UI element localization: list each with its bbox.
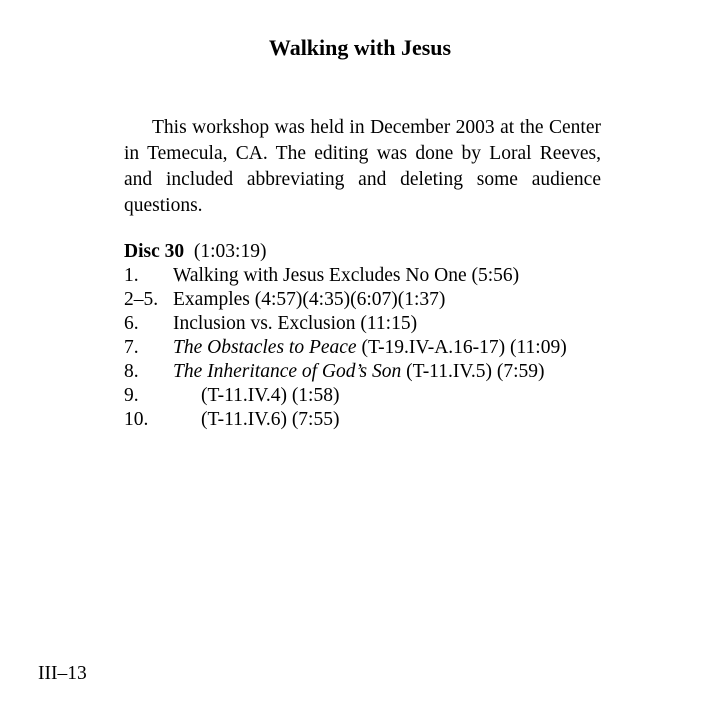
track-title: (T-19.IV-A.16-17) (11:09)	[356, 337, 567, 358]
track-row	[124, 288, 624, 312]
page-number: III–13	[38, 663, 87, 684]
track-number: 7.	[124, 337, 139, 358]
track-number: 10.	[124, 409, 149, 430]
track-number: 1.	[124, 265, 139, 286]
page-title: Walking with Jesus	[268, 35, 452, 60]
track-title: (T-11.IV.4) (1:58)	[201, 385, 340, 406]
track-title: Walking with Jesus Excludes No One (5:56)	[173, 265, 520, 286]
track-row	[124, 336, 624, 360]
track-row	[124, 312, 624, 336]
track-title: Examples (4:57)(4:35)(6:07)(1:37)	[173, 289, 446, 310]
disc-duration: (1:03:19)	[193, 241, 267, 262]
intro-paragraph: This workshop was held in December 2003 at the Center in Temecula, CA. The editing was done by Loral Reeves, and included abbreviating and deleting some audience questions.	[124, 117, 601, 216]
track-title: (T-11.IV.6) (7:55)	[201, 409, 340, 430]
disc-label: Disc 30	[124, 241, 185, 262]
track-row	[124, 360, 624, 384]
track-title: (T-11.IV.5) (7:59)	[401, 361, 545, 382]
track-number: 8.	[124, 361, 139, 382]
track-row	[124, 384, 624, 408]
track-row	[124, 408, 624, 432]
track-title-italic: The Inheritance of God’s Son	[173, 361, 402, 382]
track-title: Inclusion vs. Exclusion (11:15)	[173, 313, 418, 334]
track-number: 2–5.	[124, 289, 159, 310]
disc-track-list	[124, 240, 624, 432]
track-number: 9.	[124, 385, 139, 406]
track-title-italic: The Obstacles to Peace	[173, 337, 357, 358]
disc-heading	[124, 240, 624, 264]
track-row	[124, 264, 624, 288]
track-number: 6.	[124, 313, 139, 334]
